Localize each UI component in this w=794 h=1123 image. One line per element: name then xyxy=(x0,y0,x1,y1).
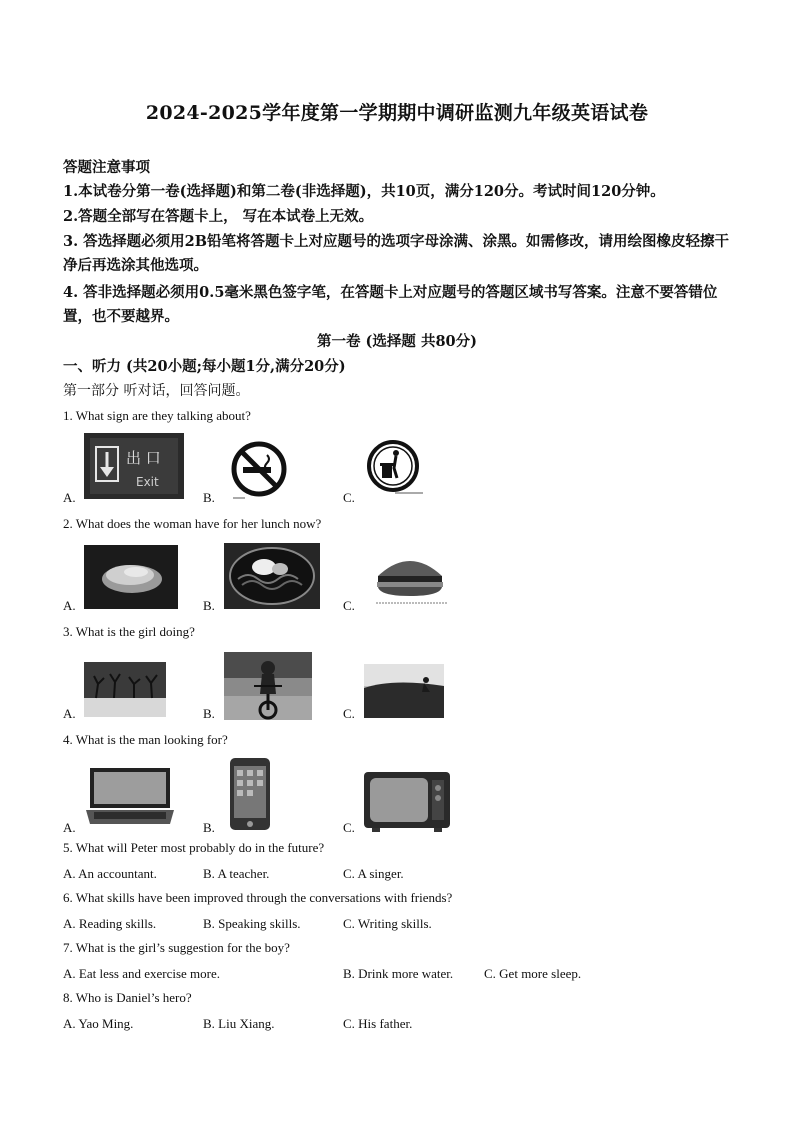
page-title: 2024-2025学年度第一学期期中调研监测九年级英语试卷 xyxy=(145,102,649,124)
question-1: 1. What sign are they talking about? xyxy=(63,408,251,423)
q3-option-b[interactable]: B. xyxy=(203,706,215,721)
rice-dish-image xyxy=(84,545,178,609)
notice-heading: 答题注意事项 xyxy=(63,159,150,176)
q2-option-a[interactable]: A. xyxy=(63,598,76,613)
q2-option-b[interactable]: B. xyxy=(203,598,215,613)
q5-option-a[interactable]: A. An accountant. xyxy=(63,866,157,881)
question-5: 5. What will Peter most probably do in the future? xyxy=(63,840,325,855)
q5-option-b[interactable]: B. A teacher. xyxy=(203,866,270,881)
television-image xyxy=(364,772,450,832)
q8-option-b[interactable]: B. Liu Xiang. xyxy=(203,1016,275,1031)
girl-cycling-image xyxy=(224,652,312,720)
dancers-image xyxy=(84,662,166,717)
q7-option-a[interactable]: A. Eat less and exercise more. xyxy=(63,966,221,981)
litter-bin-sign-image xyxy=(363,440,425,498)
q6-option-a[interactable]: A. Reading skills. xyxy=(63,916,157,931)
q6-option-c[interactable]: C. Writing skills. xyxy=(343,916,432,931)
question-3: 3. What is the girl doing? xyxy=(63,624,195,639)
q5-option-c[interactable]: C. A singer. xyxy=(343,866,404,881)
notice-item-2: 2.答题全部写在答题卡上， 写在本试卷上无效。 xyxy=(63,208,374,225)
question-6: 6. What skills have been improved through the conversations with friends? xyxy=(63,890,453,905)
q2-option-c[interactable]: C. xyxy=(343,598,355,613)
q8-option-a[interactable]: A. Yao Ming. xyxy=(63,1016,134,1031)
exit-sign-image xyxy=(84,433,184,499)
section-title: 第一卷 (选择题 共80分) xyxy=(317,333,477,350)
landscape-image xyxy=(364,664,444,718)
q6-option-b[interactable]: B. Speaking skills. xyxy=(203,916,301,931)
q7-option-c[interactable]: C. Get more sleep. xyxy=(484,966,582,981)
q8-option-c[interactable]: C. His father. xyxy=(343,1016,413,1031)
question-7: 7. What is the girl’s suggestion for the boy? xyxy=(63,940,290,955)
part-title: 一、听力 (共20小题;每小题1分,满分20分) xyxy=(63,358,346,375)
mobile-phone-image xyxy=(230,758,270,830)
notice-item-4: 4. 答非选择题必须用0.5毫米黑色签字笔，在答题卡上对应题号的答题区域书写答案。注意不要答错位置，也不要越界。 xyxy=(63,284,718,325)
no-smoking-sign-image xyxy=(229,441,289,501)
laptop-image xyxy=(84,768,176,826)
question-4: 4. What is the man looking for? xyxy=(63,732,228,747)
question-2: 2. What does the woman have for her lunch now? xyxy=(63,516,322,531)
q1-option-a[interactable]: A. xyxy=(63,490,76,505)
q7-option-b[interactable]: B. Drink more water. xyxy=(343,966,454,981)
noodle-bowl-image xyxy=(224,543,320,609)
sub-title: 第一部分 听对话，回答问题。 xyxy=(63,383,250,399)
q1-option-c[interactable]: C. xyxy=(343,490,355,505)
q3-option-c[interactable]: C. xyxy=(343,706,355,721)
exit-sign-english: Exit xyxy=(136,475,159,489)
notice-item-1: 1.本试卷分第一卷(选择题)和第二卷(非选择题)，共10页，满分120分。考试时间120分钟。 xyxy=(63,183,665,200)
hamburger-image xyxy=(368,546,452,608)
exit-sign-chinese: 出 口 xyxy=(126,449,161,467)
q4-option-c[interactable]: C. xyxy=(343,820,355,835)
q1-option-b[interactable]: B. xyxy=(203,490,215,505)
q4-option-b[interactable]: B. xyxy=(203,820,215,835)
question-8: 8. Who is Daniel’s hero? xyxy=(63,990,192,1005)
q4-option-a[interactable]: A. xyxy=(63,820,76,835)
q3-option-a[interactable]: A. xyxy=(63,706,76,721)
notice-item-3: 3. 答选择题必须用2B铅笔将答题卡上对应题号的选项字母涂满、涂黑。如需修改，请用绘图橡皮轻擦干净后再选涂其他选项。 xyxy=(63,233,730,274)
